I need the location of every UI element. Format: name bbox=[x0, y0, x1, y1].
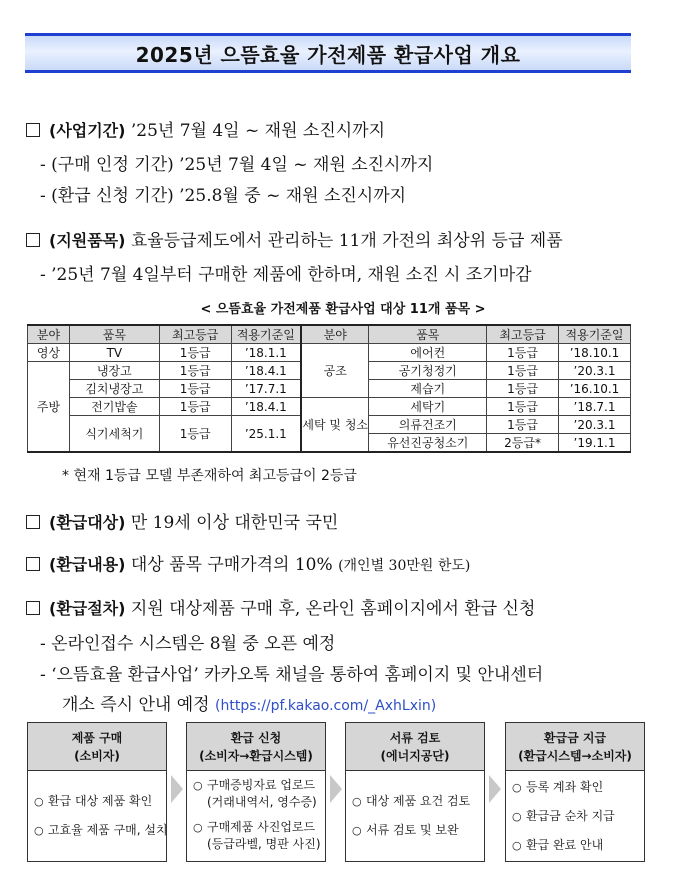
date-cell: ’25.1.1 bbox=[231, 416, 301, 453]
flow-step-body bbox=[346, 771, 484, 839]
items-sub: - ’25년 7월 4일부터 구매한 제품에 한하며, 재원 소진 시 조기마감 bbox=[40, 265, 532, 285]
item-cell: 공기청정기 bbox=[369, 362, 487, 380]
item-cell: 의류건조기 bbox=[369, 416, 487, 434]
flow-step-apply bbox=[186, 722, 326, 862]
flow-step-actor: (소비자→환급시스템) bbox=[199, 749, 313, 763]
flow-step-title: 환급금 지급 bbox=[543, 731, 607, 745]
item-cell: TV bbox=[69, 344, 159, 362]
item-cell: 전기밥솥 bbox=[69, 398, 159, 416]
header-cell: 분야 bbox=[28, 325, 70, 344]
date-cell: ’18.1.1 bbox=[231, 344, 301, 362]
table-row bbox=[28, 398, 631, 416]
flow-arrow-icon bbox=[171, 775, 183, 803]
flow-step-item: ○ 등록 계좌 확인 bbox=[512, 779, 638, 796]
checkbox-square-icon bbox=[26, 233, 40, 247]
page-title: 2025년 으뜸효율 가전제품 환급사업 개요 bbox=[135, 42, 521, 67]
group-cell: 주방 bbox=[28, 362, 70, 453]
date-cell: ’17.7.1 bbox=[231, 380, 301, 398]
flow-step-header bbox=[187, 723, 325, 771]
checkbox-square-icon bbox=[26, 601, 40, 615]
header-cell: 분야 bbox=[301, 325, 369, 344]
procedure-heading: (환급절차) bbox=[49, 599, 126, 618]
date-cell: ’20.3.1 bbox=[559, 362, 631, 380]
flow-step-actor: (환급시스템→소비자) bbox=[518, 749, 632, 763]
checkbox-square-icon bbox=[26, 515, 40, 529]
flow-step-actor: (에너지공단) bbox=[380, 749, 450, 763]
procedure-sub-3 bbox=[62, 690, 436, 715]
procedure-sub-3-text: 개소 즉시 안내 예정 bbox=[62, 695, 210, 715]
procedure-line bbox=[26, 594, 535, 619]
flow-step-header bbox=[28, 723, 166, 771]
flow-step-title: 제품 구매 bbox=[71, 731, 123, 745]
checkbox-square-icon bbox=[26, 557, 40, 571]
date-cell: ’19.1.1 bbox=[559, 434, 631, 453]
flow-step-header bbox=[346, 723, 484, 771]
date-cell: ’16.10.1 bbox=[559, 380, 631, 398]
flow-step-item: ○ 환급금 순차 지급 bbox=[512, 808, 638, 825]
table-row bbox=[28, 344, 631, 362]
date-cell: ’18.10.1 bbox=[559, 344, 631, 362]
header-cell: 품목 bbox=[69, 325, 159, 344]
flow-step-body bbox=[506, 771, 644, 854]
date-cell: ’18.4.1 bbox=[231, 398, 301, 416]
title-banner bbox=[25, 33, 631, 73]
flow-step-item: ○ 구매증빙자료 업로드 bbox=[193, 777, 319, 794]
target-heading: (환급대상) bbox=[49, 513, 126, 532]
flow-step-item: ○ 대상 제품 요건 검토 bbox=[352, 793, 478, 810]
item-cell: 세탁기 bbox=[369, 398, 487, 416]
procedure-sub-2: - ‘으뜸효율 환급사업’ 카카오톡 채널을 통하여 홈페이지 및 안내센터 bbox=[40, 665, 544, 685]
item-cell: 에어컨 bbox=[369, 344, 487, 362]
checkbox-square-icon bbox=[26, 123, 40, 137]
items-heading: (지원품목) bbox=[49, 231, 126, 250]
group-cell: 세탁 및 청소 bbox=[301, 398, 369, 453]
product-table bbox=[27, 324, 631, 453]
grade-cell: 1등급 bbox=[159, 398, 231, 416]
content-line bbox=[26, 550, 470, 575]
flow-step-item-detail-text: (등급라벨, 명판 사진) bbox=[207, 837, 321, 851]
grade-cell: 1등급 bbox=[159, 362, 231, 380]
grade-cell: 1등급 bbox=[487, 344, 559, 362]
flow-step-item: ○ 환급 완료 안내 bbox=[512, 837, 638, 854]
flow-step-item-detail-text: (거래내역서, 영수증) bbox=[207, 795, 317, 809]
content-note: (개인별 30만원 한도) bbox=[338, 558, 471, 574]
group-cell: 공조 bbox=[301, 344, 369, 398]
header-cell: 적용기준일 bbox=[559, 325, 631, 344]
group-cell: 영상 bbox=[28, 344, 70, 362]
header-cell: 최고등급 bbox=[487, 325, 559, 344]
table-header-row bbox=[28, 325, 631, 344]
procedure-sub-1: - 온라인접수 시스템은 8월 중 오픈 예정 bbox=[40, 634, 336, 654]
item-cell: 식기세척기 bbox=[69, 416, 159, 453]
table-footnote: * 현재 1등급 모델 부존재하여 최고등급이 2등급 bbox=[62, 468, 357, 484]
flow-step-review bbox=[345, 722, 485, 862]
header-cell: 적용기준일 bbox=[231, 325, 301, 344]
content-heading: (환급내용) bbox=[49, 555, 126, 574]
grade-cell: 1등급 bbox=[487, 362, 559, 380]
target-line bbox=[26, 508, 338, 533]
flow-step-title: 환급 신청 bbox=[230, 731, 282, 745]
grade-cell: 1등급 bbox=[487, 416, 559, 434]
grade-cell: 1등급 bbox=[487, 398, 559, 416]
date-cell: ’18.4.1 bbox=[231, 362, 301, 380]
table-caption: < 으뜸효율 가전제품 환급사업 대상 11개 품목 > bbox=[200, 302, 486, 317]
flow-step-item-detail bbox=[193, 836, 319, 853]
period-heading: (사업기간) bbox=[49, 121, 126, 140]
item-cell: 제습기 bbox=[369, 380, 487, 398]
item-cell: 유선진공청소기 bbox=[369, 434, 487, 453]
content-text: 대상 품목 구매가격의 10% bbox=[130, 555, 333, 575]
procedure-text: 지원 대상제품 구매 후, 온라인 홈페이지에서 환급 신청 bbox=[130, 599, 536, 619]
items-line bbox=[26, 226, 563, 251]
flow-step-actor: (소비자) bbox=[74, 749, 120, 763]
flow-step-title: 서류 검토 bbox=[389, 731, 441, 745]
flow-step-body bbox=[28, 771, 166, 839]
target-text: 만 19세 이상 대한민국 국민 bbox=[130, 513, 339, 533]
flow-step-body bbox=[187, 771, 325, 853]
period-sub-2: - (환급 신청 기간) ’25.8월 중 ~ 재원 소진시까지 bbox=[40, 186, 407, 206]
flow-step-item: ○ 구매제품 사진업로드 bbox=[193, 819, 319, 836]
flow-step-payment bbox=[505, 722, 645, 862]
header-cell: 최고등급 bbox=[159, 325, 231, 344]
date-cell: ’18.7.1 bbox=[559, 398, 631, 416]
flow-step-item: ○ 서류 검토 및 보완 bbox=[352, 822, 478, 839]
flow-arrow-icon bbox=[489, 775, 501, 803]
item-cell: 김치냉장고 bbox=[69, 380, 159, 398]
flow-step-purchase bbox=[27, 722, 167, 862]
date-cell: ’20.3.1 bbox=[559, 416, 631, 434]
flow-step-item-detail bbox=[193, 794, 319, 811]
flow-step-header bbox=[506, 723, 644, 771]
kakao-channel-link[interactable]: (https://pf.kakao.com/_AxhLxin) bbox=[215, 698, 437, 714]
flow-arrow-icon bbox=[330, 775, 342, 803]
items-text: 효율등급제도에서 관리하는 11개 가전의 최상위 등급 제품 bbox=[130, 231, 563, 251]
header-cell: 품목 bbox=[369, 325, 487, 344]
grade-cell: 1등급 bbox=[487, 380, 559, 398]
grade-cell: 1등급 bbox=[159, 380, 231, 398]
flow-step-item: ○ 고효율 제품 구매, 설치 bbox=[34, 822, 160, 839]
grade-cell: 1등급 bbox=[159, 416, 231, 453]
item-cell: 냉장고 bbox=[69, 362, 159, 380]
flow-step-item: ○ 환급 대상 제품 확인 bbox=[34, 793, 160, 810]
grade-cell: 2등급* bbox=[487, 434, 559, 453]
period-line bbox=[26, 116, 385, 141]
period-sub-1: - (구매 인정 기간) ’25년 7월 4일 ~ 재원 소진시까지 bbox=[40, 155, 434, 175]
period-text: ’25년 7월 4일 ~ 재원 소진시까지 bbox=[130, 121, 386, 141]
grade-cell: 1등급 bbox=[159, 344, 231, 362]
